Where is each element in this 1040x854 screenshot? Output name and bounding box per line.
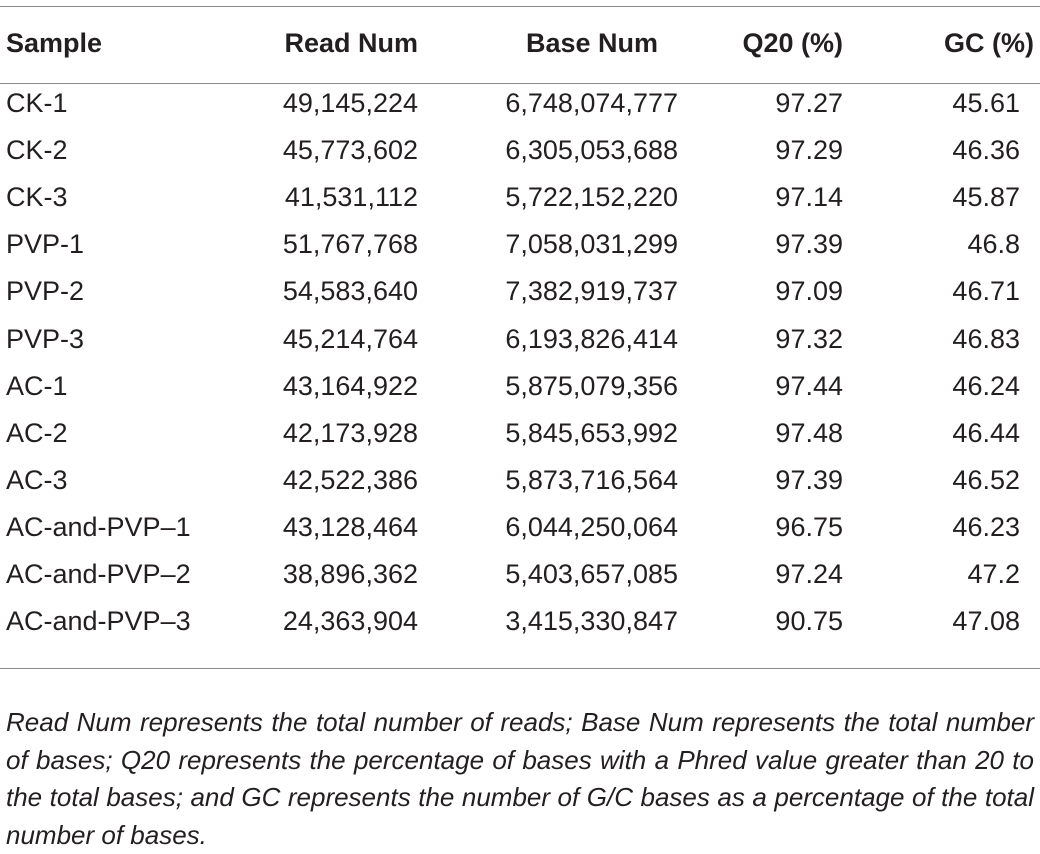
cell-read-num: 42,522,386 [282,464,418,495]
cell-base-num: 5,845,653,992 [505,417,678,448]
table-row [0,598,1040,645]
cell-gc: 46.23 [952,511,1020,542]
cell-q20: 97.24 [775,558,843,589]
sequencing-stats-table [0,18,1040,645]
table-top-rule [0,6,1040,7]
cell-q20: 97.44 [775,370,843,401]
table-row [0,315,1040,362]
cell-read-num: 51,767,768 [282,229,418,260]
cell-read-num: 43,128,464 [282,511,418,542]
cell-sample: CK-1 [6,88,68,119]
cell-read-num: 42,173,928 [282,417,418,448]
cell-sample: AC-and-PVP–1 [6,511,191,542]
table-row [0,268,1040,315]
cell-q20: 90.75 [775,606,843,637]
cell-q20: 97.09 [775,276,843,307]
cell-read-num: 45,214,764 [282,323,418,354]
column-header-read-num: Read Num [284,27,418,58]
table-body [0,80,1040,645]
cell-base-num: 5,403,657,085 [505,558,678,589]
cell-base-num: 6,193,826,414 [505,323,678,354]
header-row [0,18,1040,68]
column-header-q20: Q20 (%) [742,27,843,58]
cell-q20: 96.75 [775,511,843,542]
cell-read-num: 41,531,112 [284,182,418,213]
cell-sample: AC-3 [6,464,68,495]
table-row [0,363,1040,410]
cell-sample: PVP-3 [6,323,85,354]
cell-q20: 97.48 [775,417,843,448]
cell-sample: CK-2 [6,135,68,166]
column-header-sample: Sample [6,27,103,58]
cell-base-num: 6,305,053,688 [505,135,678,166]
table-row [0,221,1040,268]
cell-q20: 97.27 [775,88,843,119]
cell-sample: PVP-1 [6,229,85,260]
cell-gc: 47.2 [967,558,1020,589]
cell-base-num: 3,415,330,847 [505,606,678,637]
column-header-gc: GC (%) [944,27,1034,58]
cell-read-num: 38,896,362 [282,558,418,589]
cell-read-num: 54,583,640 [282,276,418,307]
cell-sample: AC-and-PVP–2 [6,558,191,589]
cell-gc: 46.44 [952,417,1020,448]
cell-read-num: 49,145,224 [282,88,418,119]
cell-q20: 97.14 [775,182,843,213]
table-row [0,504,1040,551]
column-header-base-num: Base Num [525,27,658,58]
cell-read-num: 45,773,602 [282,135,418,166]
table-row [0,80,1040,127]
cell-gc: 47.08 [952,606,1020,637]
cell-q20: 97.39 [775,229,843,260]
cell-base-num: 5,722,152,220 [505,182,678,213]
table-row [0,457,1040,504]
table-row [0,410,1040,457]
cell-base-num: 7,058,031,299 [505,229,678,260]
cell-sample: AC-2 [6,417,68,448]
table-row [0,551,1040,598]
cell-q20: 97.29 [775,135,843,166]
cell-base-num: 5,873,716,564 [505,464,678,495]
cell-gc: 46.24 [952,370,1020,401]
cell-gc: 46.52 [952,464,1020,495]
cell-gc: 46.8 [967,229,1020,260]
cell-base-num: 6,748,074,777 [505,88,678,119]
cell-gc: 46.83 [952,323,1020,354]
cell-base-num: 5,875,079,356 [505,370,678,401]
cell-q20: 97.39 [775,464,843,495]
cell-sample: CK-3 [6,182,68,213]
cell-base-num: 7,382,919,737 [505,276,678,307]
cell-base-num: 6,044,250,064 [505,511,678,542]
table-header [0,18,1040,80]
table-bottom-rule [0,668,1040,669]
cell-read-num: 43,164,922 [282,370,418,401]
cell-gc: 45.61 [952,88,1020,119]
cell-gc: 45.87 [952,182,1020,213]
cell-gc: 46.36 [952,135,1020,166]
cell-q20: 97.32 [775,323,843,354]
cell-sample: AC-and-PVP–3 [6,606,191,637]
cell-sample: AC-1 [6,370,68,401]
cell-sample: PVP-2 [6,276,85,307]
cell-read-num: 24,363,904 [282,606,418,637]
cell-gc: 46.71 [952,276,1020,307]
table-footnote: Read Num represents the total number of reads; Base Num represents the total number of bases; Q20 represents the percentage of bases with a Phred value greater than 20 to the total bases; and GC represents the number of G/C bases as a percentage of the total number of bases. [6,707,1034,850]
table-row [0,127,1040,174]
table-row [0,174,1040,221]
